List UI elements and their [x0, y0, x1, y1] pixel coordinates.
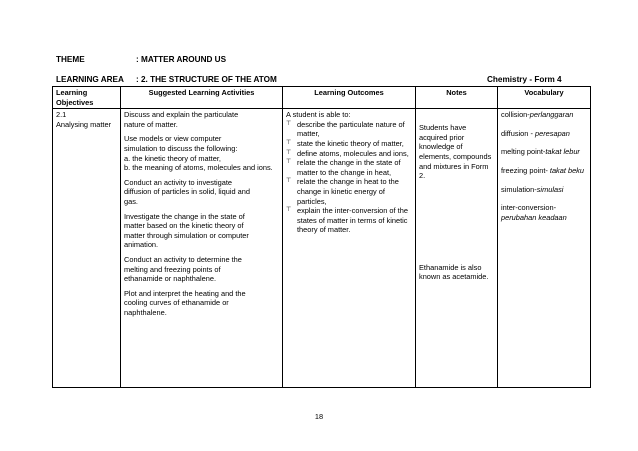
note-ethanamide: Ethanamide is also known as acetamide. [419, 262, 489, 282]
activities-cell [121, 109, 283, 388]
vocab-malay: simulasi [536, 184, 564, 194]
text-line: Investigate the change in the state of [124, 211, 245, 221]
activity-state-change [124, 212, 279, 250]
table-header-row [53, 87, 591, 109]
text-line: ethanamide or naphthalene. [124, 274, 217, 284]
learning-area-value: : 2. THE STRUCTURE OF THE ATOM [136, 75, 277, 84]
outcome-item: ⊤ relate the change in heat to the change in kinetic energy of particles, [286, 177, 412, 206]
text-line: Plot and interpret the heating and the [124, 288, 246, 298]
vocab-malay: peresapan [534, 128, 570, 138]
text-line: matter through simulation or computer [124, 230, 249, 240]
activity-models [124, 134, 279, 172]
objective-number: 2.1 [56, 110, 67, 120]
vocab-english: simulation- [501, 184, 537, 194]
vocabulary-item [501, 185, 587, 195]
outcome-item: ⊤ describe the particulate nature of matter, [286, 120, 412, 139]
activity-heating-curves [124, 289, 279, 318]
column-header-activities: Suggested Learning Activities [121, 87, 283, 109]
text-line: cooling curves of ethanamide or [124, 298, 229, 308]
outcomes-list [286, 120, 412, 235]
text-line: diffusion of particles in solid, liquid and [124, 187, 250, 197]
text-line: melting and freezing points of [124, 264, 221, 274]
syllabus-table [52, 86, 591, 388]
vocab-english: diffusion - [501, 128, 535, 138]
outcomes-cell [283, 109, 416, 388]
text-line: Use models or view computer [124, 134, 222, 144]
vocab-english: melting point- [501, 147, 546, 157]
column-header-outcomes: Learning Outcomes [283, 87, 416, 109]
vocab-malay: perlanggaran [529, 110, 574, 120]
column-header-learning-objectives: Learning Objectives [53, 87, 121, 109]
vocabulary-cell [498, 109, 591, 388]
text-line: naphthalene. [124, 307, 167, 317]
theme-label: THEME [56, 55, 85, 64]
learning-objective-cell [53, 109, 121, 388]
column-header-notes: Notes [416, 87, 498, 109]
vocab-english: freezing point- [501, 165, 550, 175]
text-line: matter based on the kinetic theory of [124, 221, 244, 231]
table-row [53, 109, 591, 388]
vocab-malay: takat beku [549, 165, 584, 175]
outcome-item: ⊤ explain the inter-conversion of the states of matter in terms of kinetic theory of matter. [286, 206, 412, 235]
vocabulary-item [501, 166, 587, 176]
activity-diffusion [124, 178, 279, 207]
vocab-malay: takat lebur [545, 147, 580, 157]
page-number: 18 [314, 412, 324, 421]
text-line: Conduct an activity to investigate [124, 177, 233, 187]
vocabulary-item [501, 110, 587, 120]
note-prior-knowledge: Students have acquired prior knowledge of elements, compounds and mixtures in Form 2. [419, 123, 492, 181]
outcome-item: ⊤ relate the change in the state of matter to the change in heat, [286, 158, 412, 177]
vocab-english: inter-conversion- [501, 203, 557, 213]
objective-title: Analysing matter [56, 119, 112, 129]
text-line: animation. [124, 240, 159, 250]
outcomes-intro: A student is able to: [286, 110, 351, 120]
activity-subitem: b. the meaning of atoms, molecules and ions. [124, 163, 273, 173]
learning-area-label: LEARNING AREA [56, 75, 124, 84]
text-line: gas. [124, 196, 138, 206]
text-line: Discuss and explain the particulate [124, 110, 239, 120]
vocabulary-item [501, 129, 587, 139]
column-header-vocabulary: Vocabulary [498, 87, 591, 109]
text-line: nature of matter. [124, 119, 178, 129]
vocab-english: collision- [501, 110, 530, 120]
text-line: simulation to discuss the following: [124, 143, 238, 153]
outcome-item: ⊤ state the kinetic theory of matter, [286, 139, 412, 149]
vocabulary-item [501, 203, 587, 222]
vocab-malay: perubahan keadaan [501, 212, 567, 222]
activity-subitem: a. the kinetic theory of matter, [124, 153, 221, 163]
notes-cell [416, 109, 498, 388]
outcome-item: ⊤ define atoms, molecules and ions, [286, 149, 412, 159]
activity-discuss [124, 110, 279, 129]
subject-form: Chemistry - Form 4 [487, 75, 562, 84]
text-line: Conduct an activity to determine the [124, 254, 242, 264]
theme-value: : MATTER AROUND US [136, 55, 227, 64]
activity-melting-freezing [124, 255, 279, 284]
vocabulary-item [501, 147, 587, 157]
